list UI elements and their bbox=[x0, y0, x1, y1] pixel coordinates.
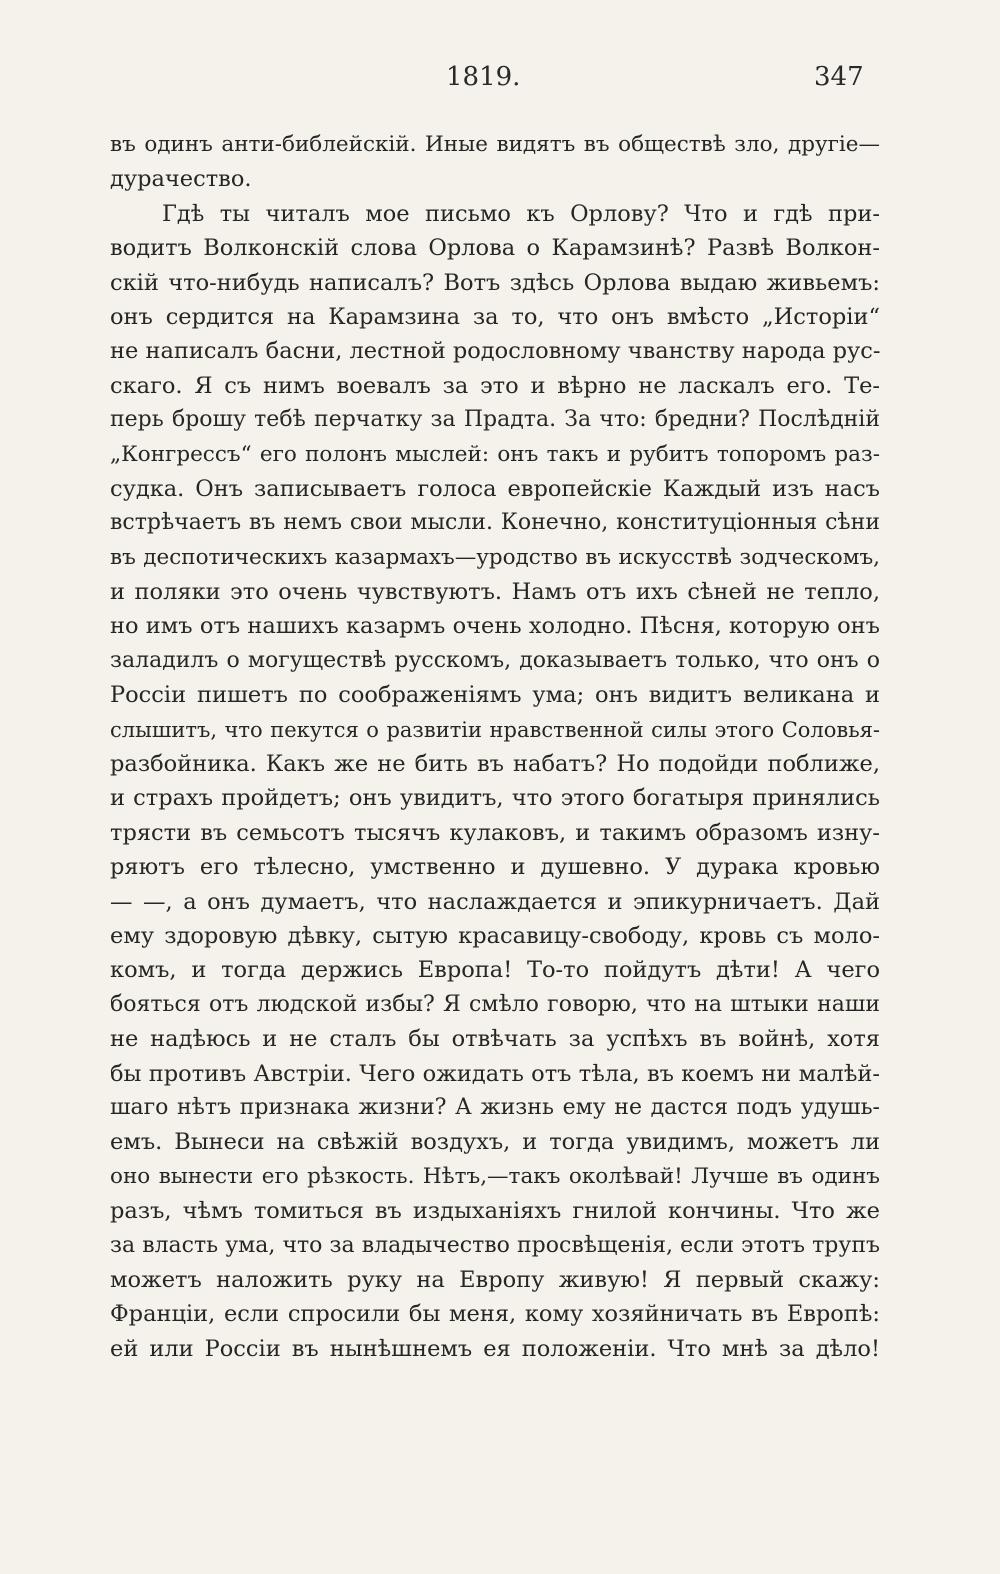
text-line: перь брошу тебѣ перчатку за Прадта. За что: бредни? Послѣдній bbox=[110, 407, 880, 433]
text-line: можетъ наложить руку на Европу живую! Я первый скажу: bbox=[110, 1266, 880, 1293]
text-line: и страхъ пройдетъ; онъ увидитъ, что этого богатыря принялись bbox=[110, 785, 880, 812]
text-line: „Конгрессъ“ его полонъ мыслей: онъ такъ и рубитъ топоромъ раз- bbox=[110, 441, 880, 467]
text-line: — —, а онъ думаетъ, что наслаждается и эпикурничаетъ. Дай bbox=[110, 888, 880, 915]
text-line: бояться отъ людской избы? Я смѣло говорю, что на штыки наши bbox=[110, 991, 880, 1017]
text-line: дурачество. bbox=[110, 166, 252, 193]
text-line: въ одинъ анти-библейскій. Иные видятъ въ обществѣ зло, другіе— bbox=[110, 132, 880, 157]
text-line: заладилъ о могуществѣ русскомъ, доказываетъ только, что онъ о bbox=[110, 647, 880, 673]
text-line: не надѣюсь и не сталъ бы отвѣчать за успѣхъ въ войнѣ, хотя bbox=[110, 1026, 880, 1053]
text-line: и поляки это очень чувствуютъ. Намъ отъ ихъ сѣней не тепло, bbox=[110, 579, 880, 606]
text-line: водитъ Волконскій слова Орлова о Карамзинѣ? Развѣ Волкон- bbox=[110, 235, 880, 262]
text-line: комъ, и тогда держись Европа! То-то пойдутъ дѣти! А чего bbox=[110, 957, 880, 984]
text-line: въ деспотическихъ казармахъ—уродство въ искусствѣ зодческомъ, bbox=[110, 544, 880, 570]
running-header bbox=[0, 62, 1000, 102]
text-line: слышитъ, что пекутся о развитіи нравственной силы этого Соловья- bbox=[110, 717, 880, 742]
text-line: ей или Россіи въ нынѣшнемъ ея положеніи. Что мнѣ за дѣло! bbox=[110, 1335, 880, 1362]
text-line: за власть ума, что за владычество просвѣщенія, если этотъ трупъ bbox=[110, 1232, 880, 1258]
text-line: разъ, чѣмъ томиться въ издыханіяхъ гнилой кончины. Что же bbox=[110, 1198, 880, 1225]
text-line: скаго. Я съ нимъ воевалъ за это и вѣрно не ласкалъ его. Те- bbox=[110, 372, 880, 399]
text-line: шаго нѣтъ признака жизни? А жизнь ему не дастся подъ удушь- bbox=[110, 1094, 880, 1120]
text-line: но имъ отъ нашихъ казармъ очень холодно. Пѣсня, которую онъ bbox=[110, 613, 880, 640]
text-line: трясти въ семьсотъ тысячъ кулаковъ, и такимъ образомъ изну- bbox=[110, 819, 880, 846]
text-line: Франціи, если спросили бы меня, кому хозяйничать въ Европѣ: bbox=[110, 1301, 880, 1328]
text-line: Гдѣ ты читалъ мое письмо къ Орлову? Что и гдѣ при- bbox=[162, 200, 880, 227]
text-line: бы противъ Австріи. Чего ожидать отъ тѣла, въ коемъ ни малѣй- bbox=[110, 1060, 880, 1087]
text-line: скій что-нибудь написалъ? Вотъ здѣсь Орлова выдаю живьемъ: bbox=[110, 269, 880, 296]
header-year: 1819. bbox=[446, 62, 521, 92]
text-line: встрѣчаетъ въ немъ свои мысли. Конечно, конституціонныя сѣни bbox=[110, 510, 880, 536]
text-line: разбойника. Какъ же не бить въ набатъ? Но подойди поближе, bbox=[110, 751, 880, 778]
body-text bbox=[110, 128, 880, 1366]
text-line: ряютъ его тѣлесно, умственно и душевно. У дурака кровью bbox=[110, 854, 880, 881]
text-line: не написалъ басни, лестной родословному чванству народа рус- bbox=[110, 338, 880, 365]
page-number: 347 bbox=[814, 62, 864, 92]
text-line: Россіи пишетъ по соображеніямъ ума; онъ видитъ великана и bbox=[110, 682, 880, 709]
text-line: ему здоровую дѣвку, сытую красавицу-свободу, кровь съ моло- bbox=[110, 922, 880, 949]
text-line: емъ. Вынеси на свѣжій воздухъ, и тогда увидимъ, можетъ ли bbox=[110, 1129, 880, 1156]
text-line: судка. Онъ записываетъ голоса европейскіе Каждый изъ насъ bbox=[110, 475, 880, 502]
text-line: оно вынести его рѣзкость. Нѣтъ,—такъ околѣвай! Лучше въ одинъ bbox=[110, 1163, 880, 1189]
text-line: онъ сердится на Карамзина за то, что онъ вмѣсто „Исторіи“ bbox=[110, 303, 880, 330]
